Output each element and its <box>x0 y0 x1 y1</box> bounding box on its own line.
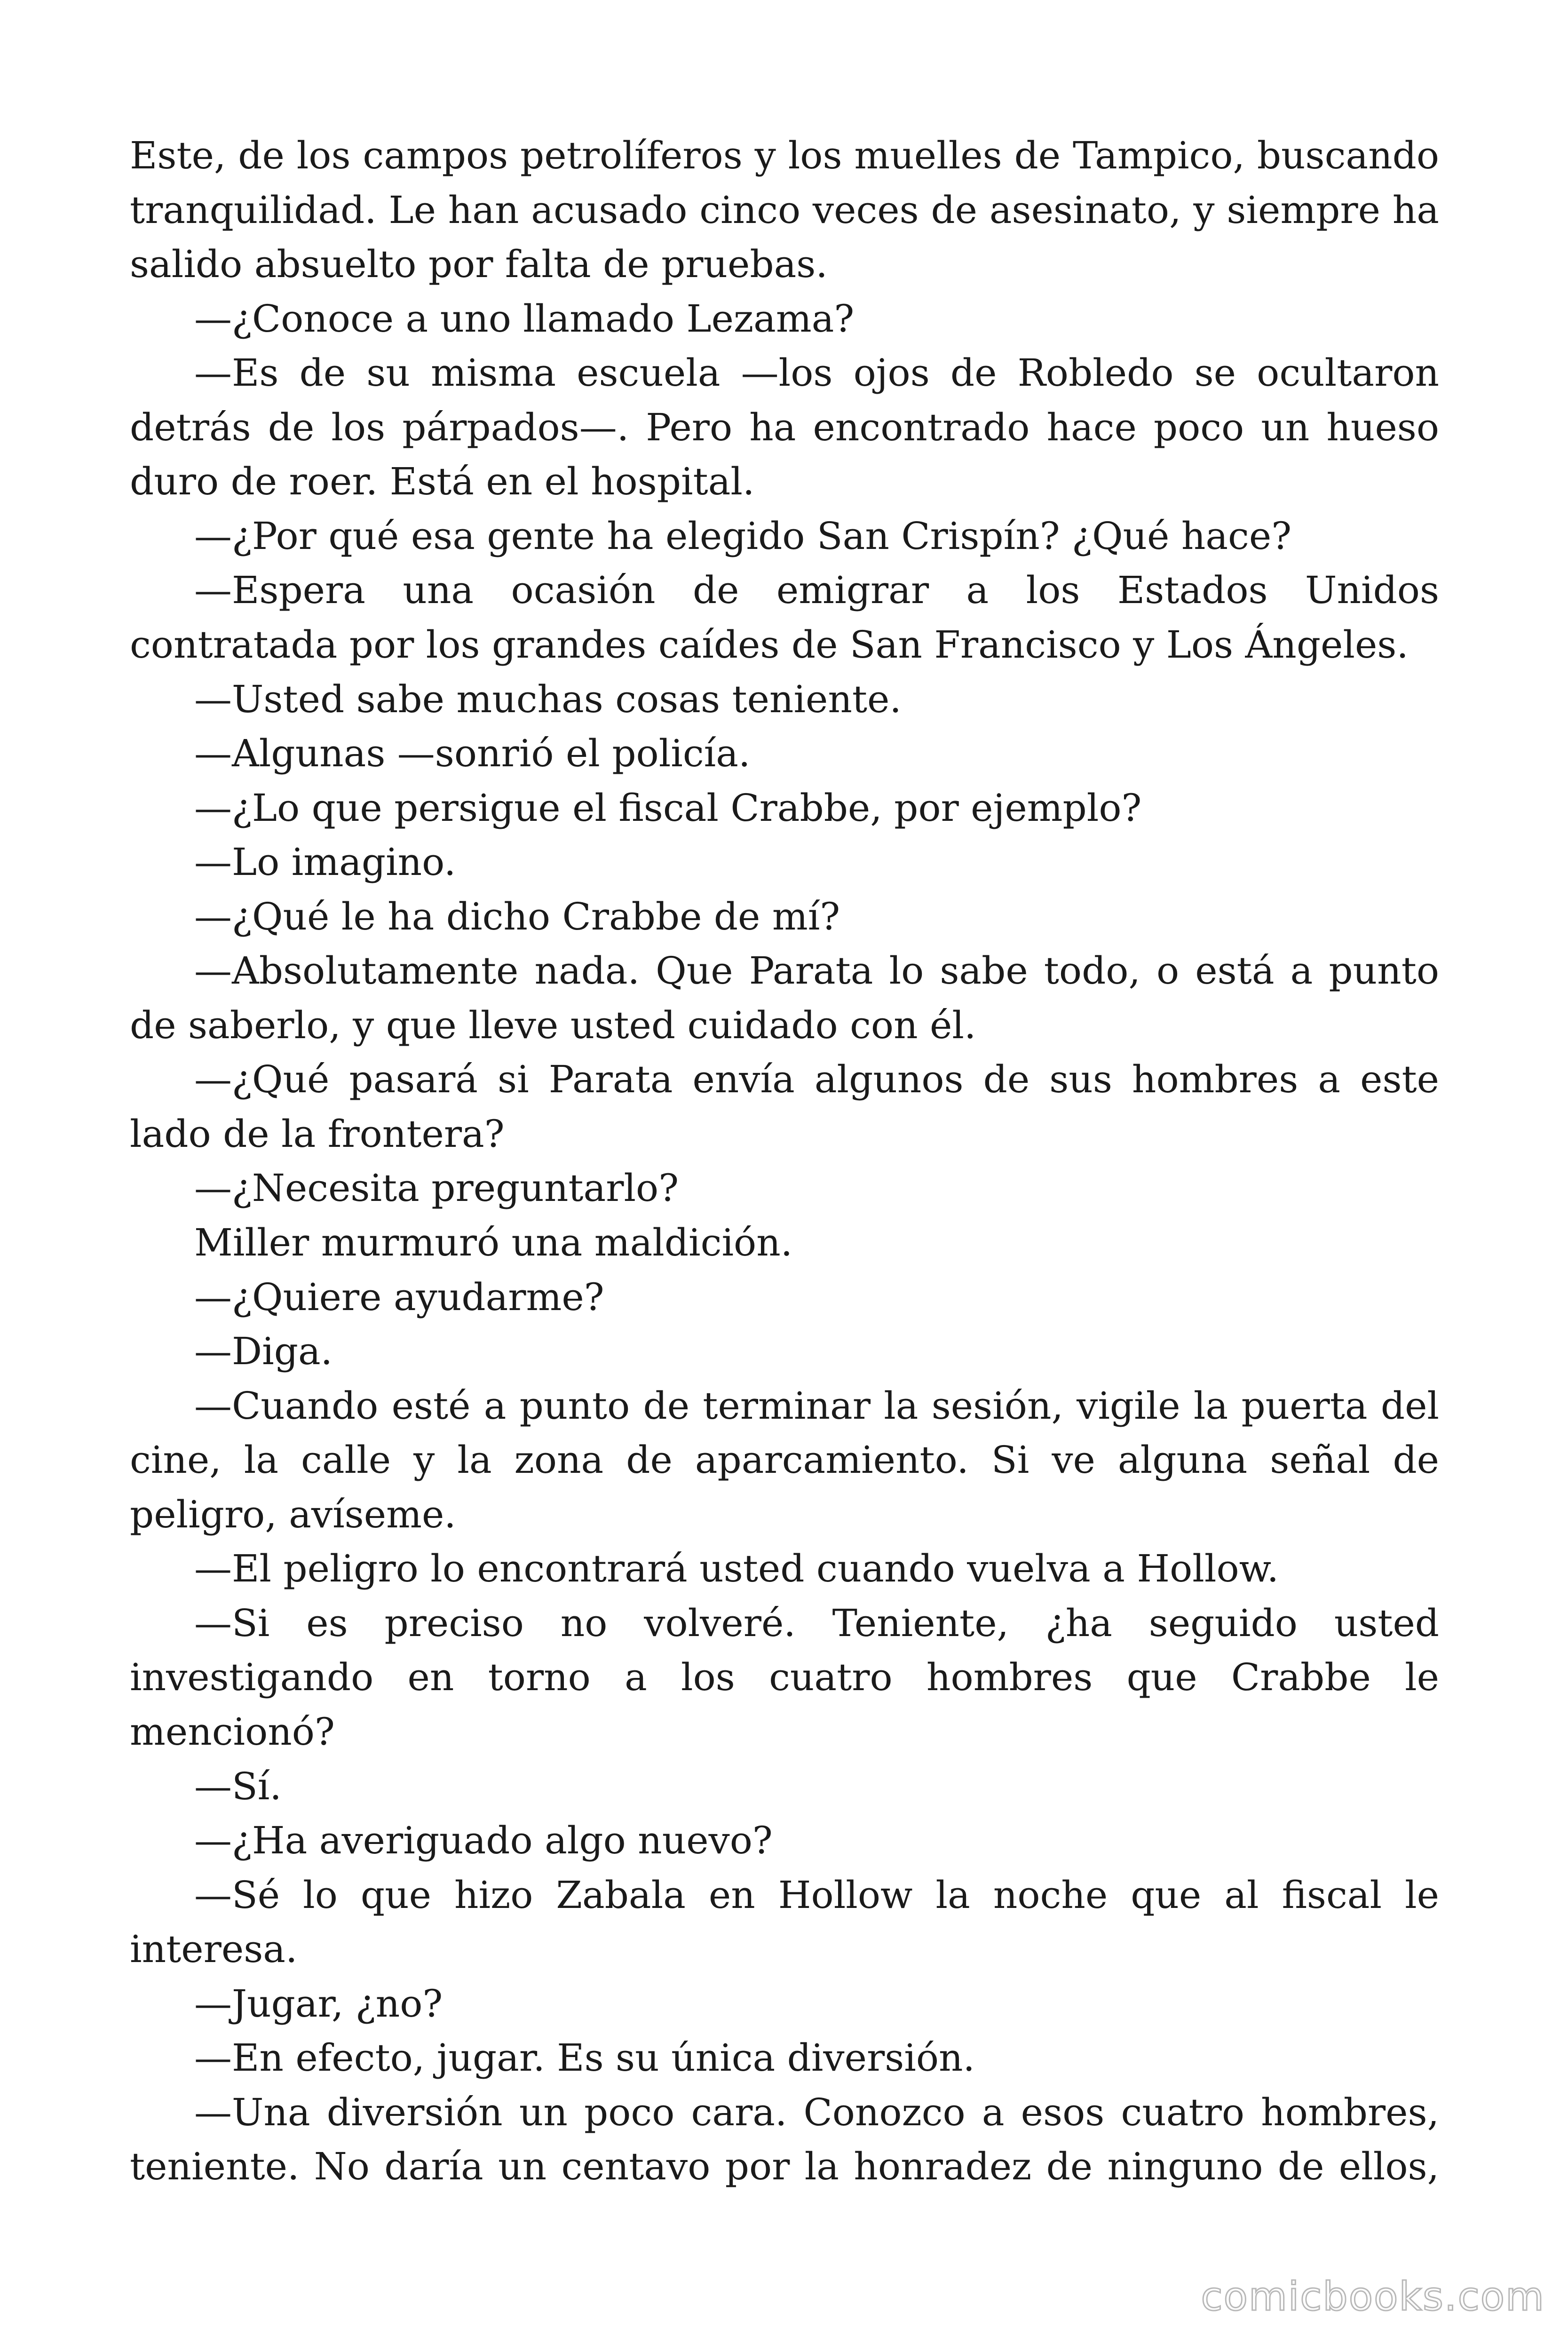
text-line: salido absuelto por falta de pruebas. <box>130 242 828 286</box>
text-line: lado de la frontera? <box>130 1112 505 1156</box>
text-line: teniente. No daría un centavo por la honradez de ninguno de ellos, <box>130 2145 1439 2188</box>
text-line: —Absolutamente nada. Que Parata lo sabe todo, o está a punto <box>194 949 1439 993</box>
text-line: —¿Necesita preguntarlo? <box>194 1166 679 1210</box>
text-line: Este, de los campos petrolíferos y los muelles de Tampico, buscando <box>130 134 1439 177</box>
watermark: comicbooks.com <box>1201 2273 1545 2320</box>
text-line: —Una diversión un poco cara. Conozco a esos cuatro hombres, <box>194 2090 1439 2134</box>
text-line: mencionó? <box>130 1710 335 1754</box>
text-line: contratada por los grandes caídes de San Francisco y Los Ángeles. <box>130 623 1409 667</box>
text-line: —Jugar, ¿no? <box>194 1982 443 2026</box>
text-line: —En efecto, jugar. Es su única diversión. <box>194 2036 975 2080</box>
text-line: duro de roer. Está en el hospital. <box>130 460 755 503</box>
text-line: —¿Quiere ayudarme? <box>194 1275 604 1319</box>
text-line: —¿Por qué esa gente ha elegido San Crispín? ¿Qué hace? <box>194 514 1292 558</box>
text-line: —Diga. <box>194 1329 333 1373</box>
text-line: —Algunas —sonrió el policía. <box>194 731 751 775</box>
text-line: —Si es preciso no volveré. Teniente, ¿ha seguido usted <box>194 1601 1439 1645</box>
text-line: —¿Qué le ha dicho Crabbe de mí? <box>194 895 840 938</box>
text-line: —Sé lo que hizo Zabala en Hollow la noche que al fiscal le <box>194 1873 1439 1917</box>
text-line: —Espera una ocasión de emigrar a los Estados Unidos <box>194 568 1439 612</box>
text-line: —Es de su misma escuela —los ojos de Robledo se ocultaron <box>194 351 1439 395</box>
text-line: —Cuando esté a punto de terminar la sesión, vigile la puerta del <box>194 1384 1439 1428</box>
text-line: detrás de los párpados—. Pero ha encontrado hace poco un hueso <box>130 405 1439 449</box>
text-line: —¿Conoce a uno llamado Lezama? <box>194 297 855 341</box>
text-line: —¿Qué pasará si Parata envía algunos de sus hombres a este <box>194 1057 1439 1101</box>
text-line: investigando en torno a los cuatro hombres que Crabbe le <box>130 1655 1439 1699</box>
text-line: —¿Lo que persigue el fiscal Crabbe, por ejemplo? <box>194 786 1142 830</box>
text-line: —Usted sabe muchas cosas teniente. <box>194 677 902 721</box>
text-line: cine, la calle y la zona de aparcamiento. Si ve alguna señal de <box>130 1438 1439 1482</box>
text-line: —¿Ha averiguado algo nuevo? <box>194 1819 773 1862</box>
text-line: —Sí. <box>194 1764 282 1808</box>
text-line: Miller murmuró una maldición. <box>194 1221 793 1264</box>
text-line: tranquilidad. Le han acusado cinco veces de asesinato, y siempre ha <box>130 188 1439 232</box>
text-line: de saberlo, y que lleve usted cuidado con él. <box>130 1003 976 1047</box>
text-line: —El peligro lo encontrará usted cuando vuelva a Hollow. <box>194 1547 1279 1590</box>
text-line: peligro, avíseme. <box>130 1493 456 1536</box>
text-line: interesa. <box>130 1927 298 1971</box>
text-line: —Lo imagino. <box>194 840 456 884</box>
